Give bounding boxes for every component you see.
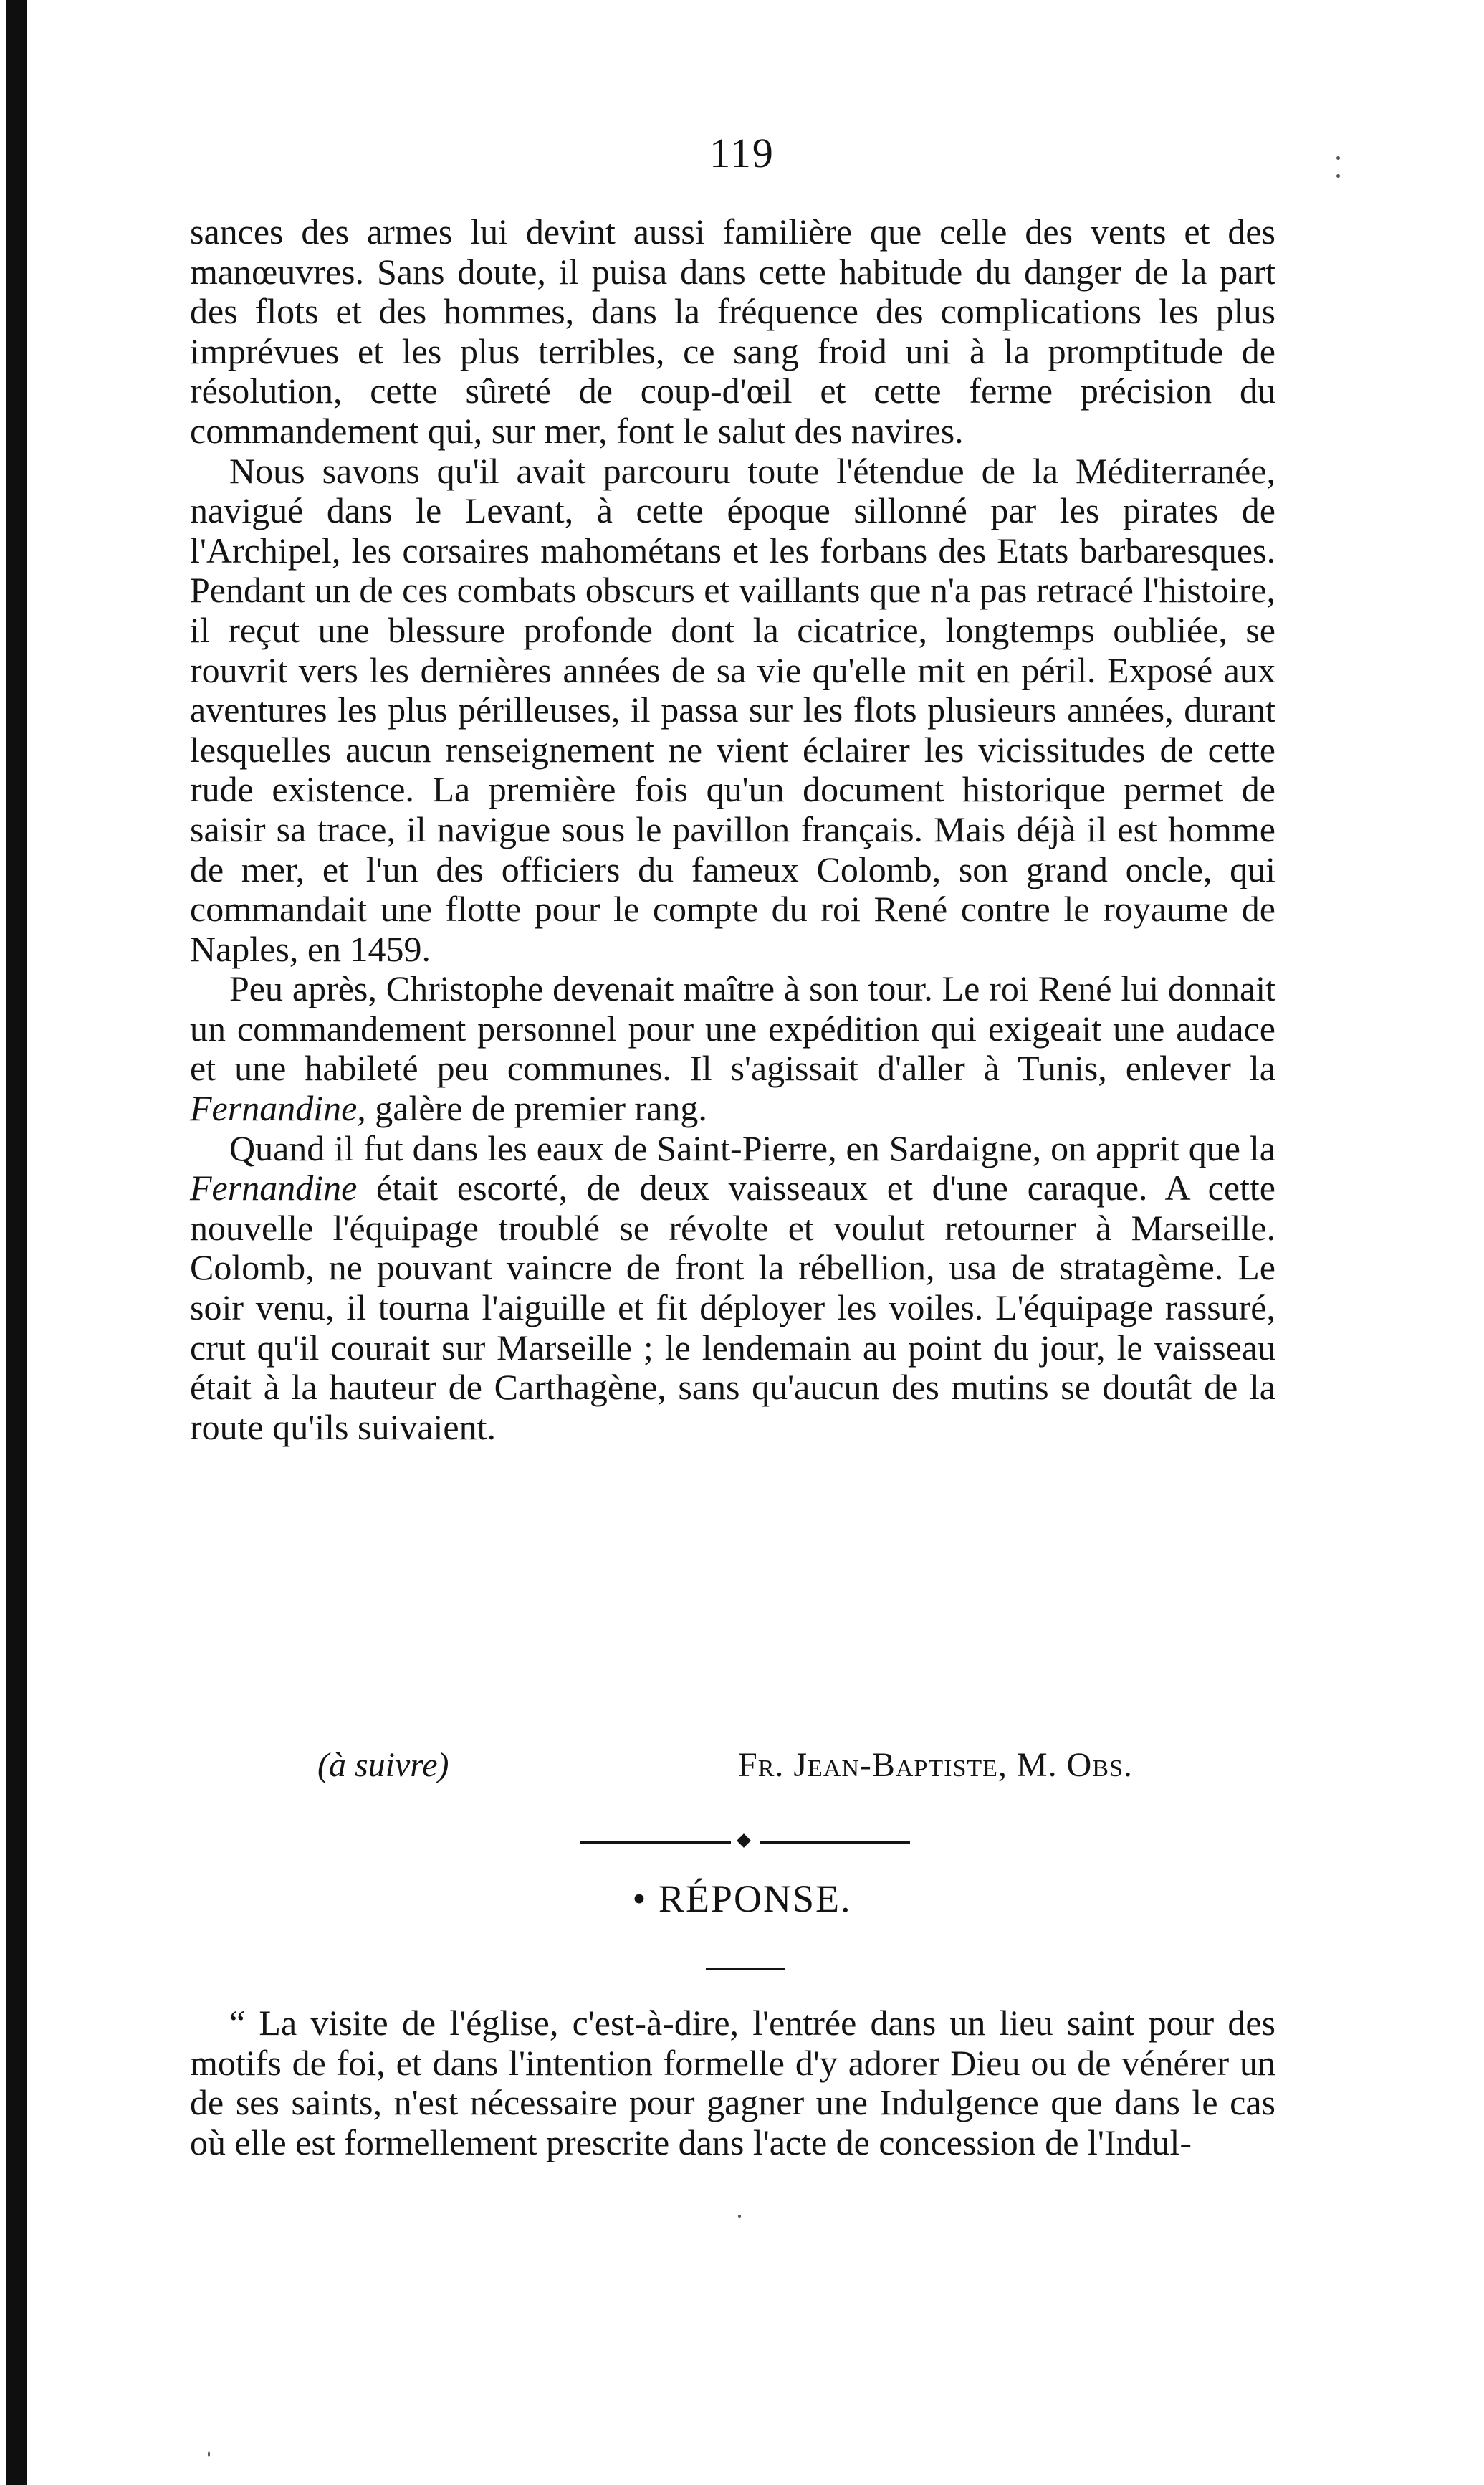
binding-edge xyxy=(6,0,27,2485)
paragraph-3 xyxy=(190,969,1275,1128)
response-body xyxy=(190,2003,1275,2162)
paragraph-3-end: galère de premier rang. xyxy=(375,1088,707,1129)
article-body xyxy=(190,212,1275,1447)
ink-speck xyxy=(208,2451,210,2457)
paragraph-2: Nous savons qu'il avait parcouru toute l'étendue de la Méditerranée, navigué dans le Levant, à cette époque sillonné par les pirates de l'Archipel, les corsaires mahométans et les forbans des Etats barbaresques. Pendant un de ces combats obscurs et vaillants que n'a pas retracé l'histoire, il reçut une blessure profonde dont la cicatrice, longtemps oubliée, se rouvrit vers les dernières années de sa vie qu'elle mit en péril. Exposé aux aventures les plus périlleuses, il passa sur les flots plusieurs années, durant lesquelles aucun renseignement ne vient éclairer les vicissitudes de cette rude existence. La première fois qu'un document historique permet de saisir sa trace, il navigue sous le pavillon français. Mais déjà il est homme de mer, et l'un des officiers du fameux Colomb, son grand oncle, qui commandait une flotte pour le compte du roi René contre le royaume de Naples, en 1459. xyxy=(190,450,1275,969)
to-be-continued: (à suivre) xyxy=(317,1746,449,1784)
paragraph-4-start: Quand il fut dans les eaux de Saint-Pierre, en Sardaigne, on apprit que la xyxy=(229,1127,1275,1168)
paragraph-4-end: était escorté, de deux vaisseaux et d'une caraque. A cette nouvelle l'équipage troublé se révolte et voulut retourner à Marseille. Colomb, ne pouvant vaincre de front la rébellion, usa de stratagème. Le soir venu, il tourna l'aiguille et fit déployer les voiles. L'équipage rassuré, crut qu'il courait sur Marseille ; le lendemain au point du jour, le vaisseau était à la hauteur de Carthagène, sans qu'aucun des mutins se doutât de la route qu'ils suivaient. xyxy=(190,1168,1275,1447)
paragraph-4 xyxy=(190,1129,1275,1448)
ship-name-fernandine-2: Fernandine xyxy=(190,1168,358,1208)
author-signature: Fr. Jean-Baptiste, M. Obs. xyxy=(738,1746,1133,1784)
ink-speck xyxy=(1336,174,1340,178)
ship-name-fernandine: Fernandine, xyxy=(190,1088,366,1129)
paragraph-3-text: Peu après, Christophe devenait maître à son tour. Le roi René lui donnait un commandement personnel pour une expédition qui exigeait une audace et une habileté peu communes. Il s'agissait d'aller à Tunis, enlever la xyxy=(190,968,1275,1089)
response-paragraph: “ La visite de l'église, c'est-à-dire, l'entrée dans un lieu saint pour des motifs de foi, et dans l'intention formelle d'y adorer Dieu ou de vénérer un de ses saints, n'est nécessaire pour gagner une Indulgence que dans le cas où elle est formellement prescrite dans l'acte de concession de l'Indul- xyxy=(190,2003,1275,2162)
section-heading: • RÉPONSE. xyxy=(632,1877,852,1920)
paragraph-1: sances des armes lui devint aussi familière que celle des vents et des manœuvres. Sans doute, il puisa dans cette habitude du danger de la part des flots et des hommes, dans la fréquence des complications les plus imprévues et les plus terribles, ce sang froid uni à la promptitude de résolution, cette sûreté de coup-d'œil et cette ferme précision du commandement qui, sur mer, font le salut des navires. xyxy=(190,211,1275,451)
ink-speck xyxy=(738,2215,741,2218)
ink-speck xyxy=(1336,156,1340,160)
section-divider-ornament xyxy=(580,1835,910,1849)
heading-rule xyxy=(706,1968,785,1970)
page-number: 119 xyxy=(709,130,775,176)
